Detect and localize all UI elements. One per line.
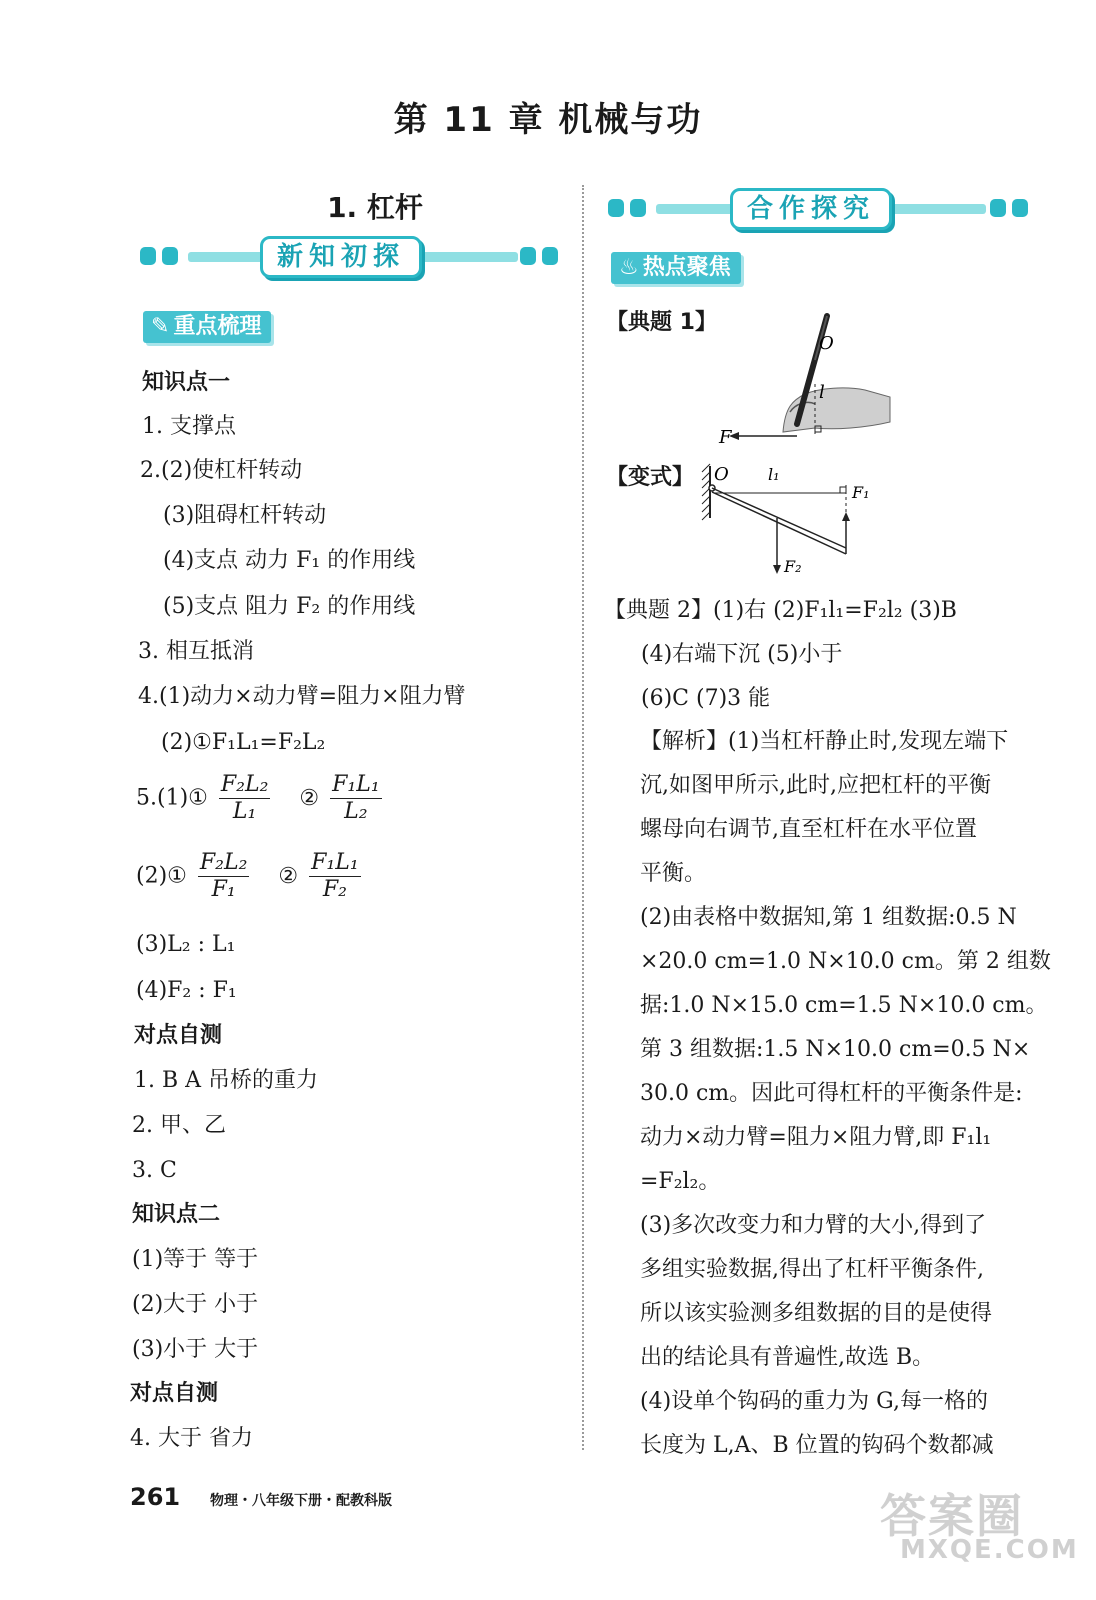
- tag-label: 热点聚焦: [642, 255, 731, 280]
- analysis-line: 第 3 组数据:1.5 N×10.0 cm=0.5 N×: [640, 1037, 1031, 1062]
- banner-label-xinzhichutan: 新知初探: [260, 236, 422, 278]
- answer-line: 1. 支撑点: [142, 414, 236, 439]
- analysis-line: (3)多次改变力和力臂的大小,得到了: [640, 1213, 987, 1238]
- column-divider: [582, 185, 584, 1450]
- analysis-line: 螺母向右调节,直至杠杆在水平位置: [640, 817, 977, 842]
- answer-line: (4)F₂ : F₁: [136, 978, 237, 1003]
- answer-line: 3. 相互抵消: [138, 639, 254, 664]
- analysis-line: 多组实验数据,得出了杠杆平衡条件,: [640, 1257, 984, 1282]
- label-f2: F₂: [784, 557, 802, 576]
- answer-line: 4. 大于 省力: [130, 1426, 253, 1451]
- heading-self-test-2: 对点自测: [130, 1381, 219, 1406]
- example-1-label: 【典题 1】: [606, 310, 717, 335]
- watermark-logo: 答案圈: [880, 1489, 1024, 1543]
- page-number: 261: [130, 1483, 181, 1511]
- answer-line: (4)支点 动力 F₁ 的作用线: [163, 548, 416, 573]
- answer-line: (3)阻碍杠杆转动: [163, 503, 327, 528]
- fraction: $\frac{\text{F₁L₁}}{\text{L₂}}$: [332, 772, 380, 824]
- heading-knowledge-2: 知识点二: [132, 1202, 221, 1227]
- label-o: O: [714, 464, 729, 485]
- analysis-line: =F₂l₂。: [640, 1169, 721, 1194]
- analysis-line: 动力×动力臂=阻力×阻力臂,即 F₁l₁: [640, 1125, 992, 1150]
- fraction-row-1: 5.(1)① $\frac{\text{F₂L₂}}{\text{L₁}}$ ② $\frac{\text{F₁L₁}}{\text{L₂}}$: [136, 772, 380, 824]
- left-banner: [140, 236, 560, 276]
- fraction: $\frac{\text{F₂L₂}}{\text{F₁}}$: [199, 850, 248, 902]
- answer-line: (3)小于 大于: [132, 1337, 259, 1362]
- lever-bottom-edge: [712, 492, 846, 554]
- example-2-line: (6)C (7)3 能: [641, 686, 771, 711]
- analysis-line: 出的结论具有普遍性,故选 B。: [640, 1345, 935, 1370]
- example-2-line: (4)右端下沉 (5)小于: [641, 642, 843, 667]
- lever-top-edge: [712, 488, 846, 548]
- answer-line: 3. C: [132, 1158, 177, 1183]
- tag-hot-focus: [611, 252, 741, 284]
- chapter-title: 第 11 章 机械与功: [393, 100, 703, 140]
- pencil-icon: ✎: [151, 314, 170, 339]
- answer-line: 2.(2)使杠杆转动: [140, 458, 303, 483]
- analysis-line: 长度为 L,A、B 位置的钩码个数都减: [640, 1433, 994, 1458]
- label-l1: l₁: [768, 465, 780, 484]
- fraction-row-2: (2)① $\frac{\text{F₂L₂}}{\text{F₁}}$ ② $\frac{\text{F₁L₁}}{\text{F₂}}$: [136, 850, 359, 902]
- analysis-block: [640, 720, 1050, 1468]
- label-f1: F₁: [852, 483, 870, 502]
- label-l: l: [819, 382, 825, 403]
- figure-pen-lever: [715, 312, 895, 447]
- answer-line: (5)支点 阻力 F₂ 的作用线: [163, 594, 416, 619]
- tag-label: 重点梳理: [173, 314, 262, 339]
- answer-line: (1)等于 等于: [132, 1247, 259, 1272]
- section-title: 1. 杠杆: [327, 191, 423, 224]
- banner-label-hezuotanjiu: 合作探究: [730, 188, 892, 230]
- heading-self-test: 对点自测: [134, 1023, 223, 1048]
- variant-label: 【变式】: [606, 465, 695, 490]
- analysis-line: 平衡。: [640, 861, 707, 886]
- answer-line: 2. 甲、乙: [132, 1113, 226, 1138]
- flame-icon: ♨: [619, 255, 639, 280]
- right-banner: [608, 188, 1030, 228]
- heading-knowledge-1: 知识点一: [142, 370, 231, 395]
- watermark-url: MXQE.COM: [900, 1535, 1079, 1565]
- answer-line: (3)L₂ : L₁: [136, 932, 236, 957]
- answer-line: 4.(1)动力×动力臂=阻力×阻力臂: [138, 684, 466, 709]
- analysis-line: 沉,如图甲所示,此时,应把杠杆的平衡: [640, 773, 991, 798]
- answer-line: 1. B A 吊桥的重力: [134, 1068, 319, 1093]
- answer-line: (2)①F₁L₁=F₂L₂: [161, 730, 326, 755]
- label-f: F: [719, 427, 732, 447]
- analysis-line: 所以该实验测多组数据的目的是使得: [640, 1301, 993, 1326]
- fraction: $\frac{\text{F₁L₁}}{\text{F₂}}$: [311, 850, 359, 902]
- analysis-line: ×20.0 cm=1.0 N×10.0 cm。第 2 组数: [640, 949, 1051, 974]
- label-o: O: [819, 333, 834, 354]
- figure-lever-forces: [700, 458, 885, 583]
- analysis-line: (2)由表格中数据知,第 1 组数据:0.5 N: [640, 905, 1017, 930]
- analysis-line: 据:1.0 N×15.0 cm=1.5 N×10.0 cm。: [640, 993, 1048, 1018]
- analysis-line: 30.0 cm。因此可得杠杆的平衡条件是:: [640, 1081, 1023, 1106]
- analysis-line: (4)设单个钩码的重力为 G,每一格的: [640, 1389, 988, 1414]
- analysis-line: 【解析】(1)当杠杆静止时,发现左端下: [640, 729, 1009, 754]
- example-2-line: 【典题 2】(1)右 (2)F₁l₁=F₂l₂ (3)B: [604, 598, 957, 623]
- answer-line: (2)大于 小于: [132, 1292, 259, 1317]
- book-info: 物理・八年级下册・配教科版: [210, 1493, 392, 1509]
- tag-key-points: [143, 311, 271, 343]
- fraction: $\frac{\text{F₂L₂}}{\text{L₁}}$: [220, 772, 269, 824]
